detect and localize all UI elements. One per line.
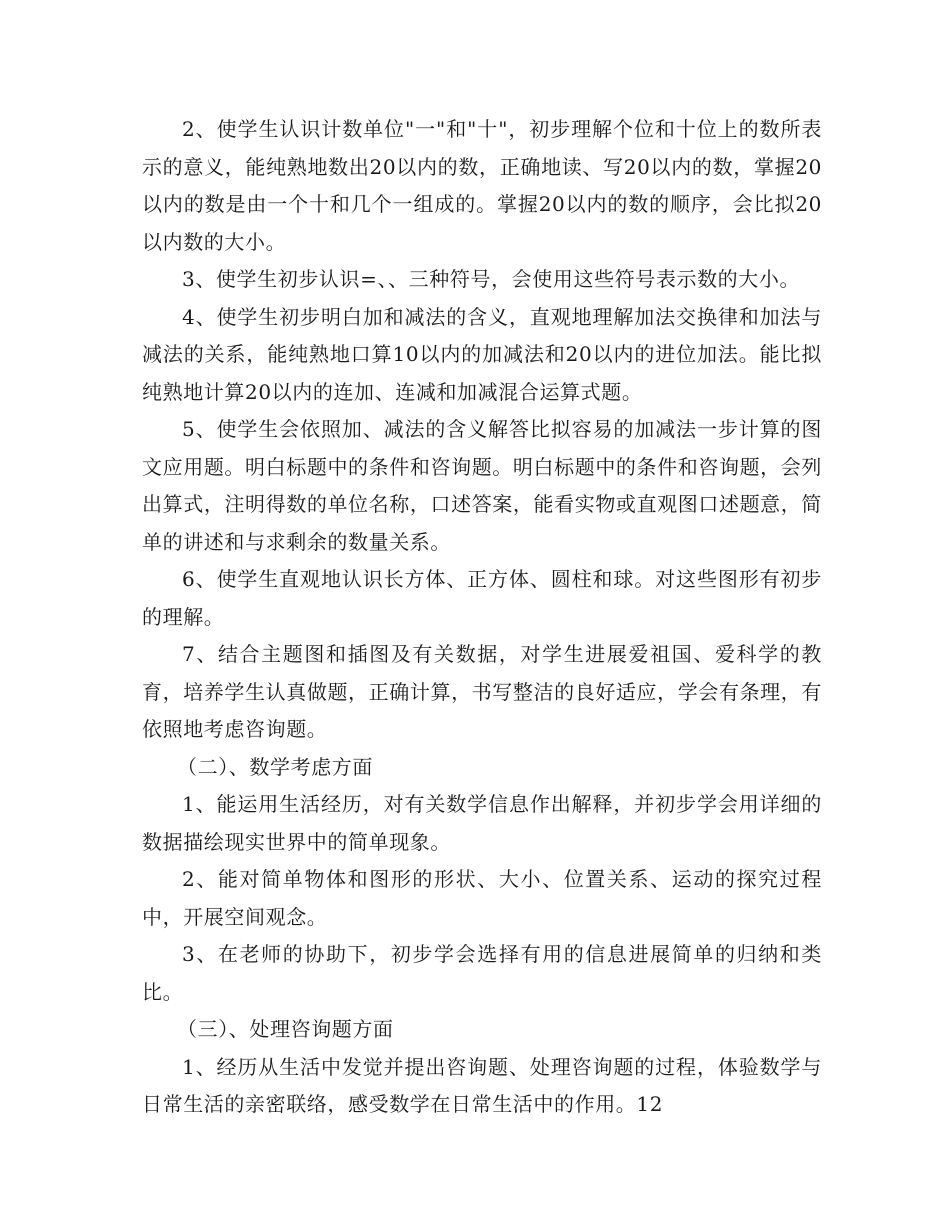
document-page	[142, 111, 822, 1124]
paragraph-goal-3: 3、使学生初步认识=、、三种符号，会使用这些符号表示数的大小。	[182, 267, 801, 291]
paragraph-problem-1: 1、经历从生活中发觉并提出咨询题、处理咨询题的过程，体验数学与日常生活的亲密联络，感受数学在日常生活中的作用。12	[142, 1054, 822, 1116]
paragraph-goal-7: 7、结合主题图和插图及有关数据，对学生进展爱祖国、爱科学的教育，培养学生认真做题，正确计算，书写整洁的良好适应，学会有条理，有依照地考虑咨询题。	[142, 642, 822, 741]
paragraph-thinking-1: 1、能运用生活经历，对有关数学信息作出解释，并初步学会用详细的数据描绘现实世界中的简单现象。	[142, 792, 822, 854]
paragraph-goal-5: 5、使学生会依照加、减法的含义解答比拟容易的加减法一步计算的图文应用题。明白标题中的条件和咨询题。明白标题中的条件和咨询题，会列出算式，注明得数的单位名称，口述答案，能看实物或直观图口述题意，简单的讲述和与求剩余的数量关系。	[142, 417, 822, 554]
section-heading-math-thinking: （二）、数学考虑方面	[177, 754, 373, 779]
section-heading-problem-solving: （三）、处理咨询题方面	[177, 1017, 394, 1041]
paragraph-thinking-2: 2、能对简单物体和图形的形状、大小、位置关系、运动的探究过程中，开展空间观念。	[142, 867, 822, 929]
paragraph-goal-4: 4、使学生初步明白加和减法的含义，直观地理解加法交换律和加法与减法的关系，能纯熟地口算10以内的加减法和20以内的进位加法。能比拟纯熟地计算20以内的连加、连减和加减混合运算式题。	[142, 304, 822, 404]
paragraph-goal-2: 2、使学生认识计数单位"一"和"十"，初步理解个位和十位上的数所表示的意义，能纯熟地数出20以内的数，正确地读、写20以内的数，掌握20以内的数是由一个十和几个一组成的。掌握20以内的数的顺序，会比拟20以内数的大小。	[142, 117, 822, 254]
paragraph-goal-6: 6、使学生直观地认识长方体、正方体、圆柱和球。对这些图形有初步的理解。	[142, 567, 822, 629]
paragraph-thinking-3: 3、在老师的协助下，初步学会选择有用的信息进展简单的归纳和类比。	[142, 942, 822, 1004]
